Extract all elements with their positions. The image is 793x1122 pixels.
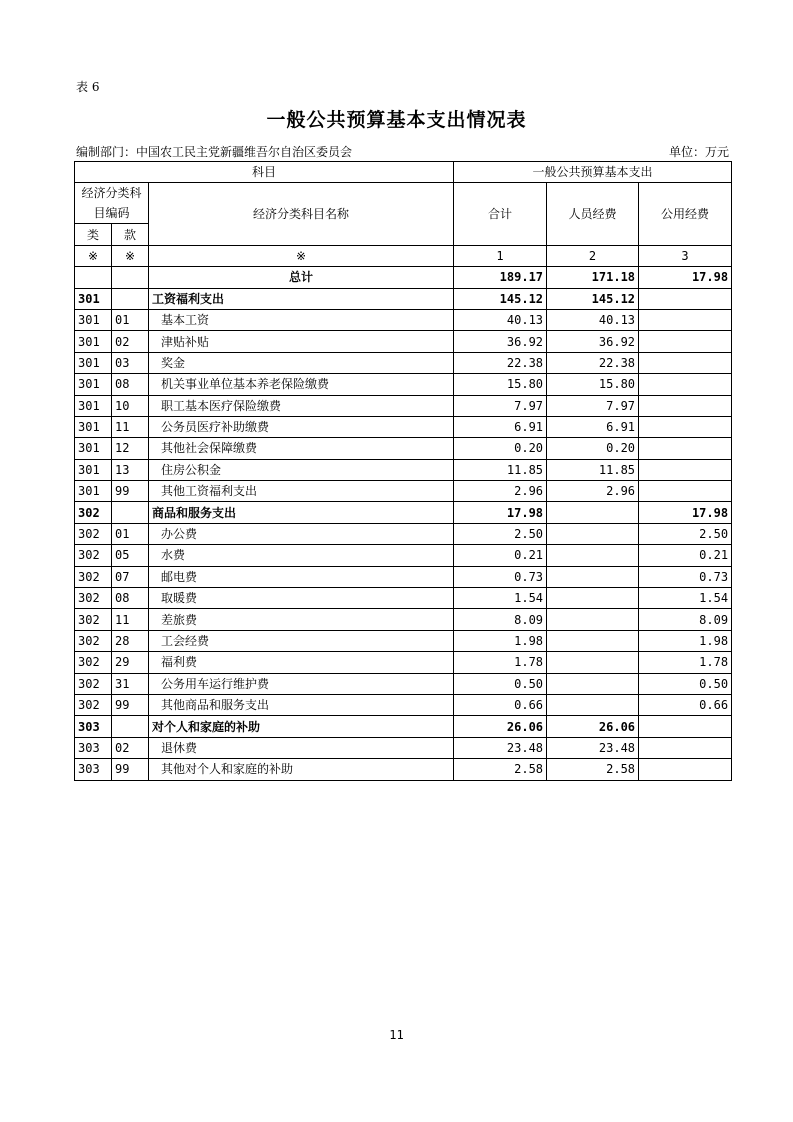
header-total: 合计 (454, 183, 547, 245)
header-kuan: 款 (112, 224, 149, 245)
row-public: 1.54 (639, 588, 732, 609)
row-kuan: 10 (112, 395, 149, 416)
row-total: 1.78 (454, 652, 547, 673)
row-name: 其他对个人和家庭的补助 (149, 759, 454, 780)
row-total: 0.50 (454, 673, 547, 694)
row-lei: 302 (75, 609, 112, 630)
row-name: 公务用车运行维护费 (149, 673, 454, 694)
row-public: 0.66 (639, 694, 732, 715)
row-total: 0.73 (454, 566, 547, 587)
total-lei (75, 267, 112, 288)
row-lei: 301 (75, 331, 112, 352)
total-row (75, 267, 732, 288)
row-name: 退休费 (149, 737, 454, 758)
row-personnel (547, 545, 639, 566)
row-public (639, 416, 732, 437)
table-row (75, 673, 732, 694)
row-lei: 301 (75, 481, 112, 502)
row-lei: 302 (75, 502, 112, 523)
row-kuan: 12 (112, 438, 149, 459)
row-public: 1.98 (639, 630, 732, 651)
table-row (75, 331, 732, 352)
row-personnel: 2.96 (547, 481, 639, 502)
row-personnel: 145.12 (547, 288, 639, 309)
row-name: 水费 (149, 545, 454, 566)
row-public (639, 288, 732, 309)
row-personnel: 6.91 (547, 416, 639, 437)
header-subject: 科目 (75, 162, 454, 183)
header-code: 经济分类科目编码 (75, 183, 149, 224)
row-name: 职工基本医疗保险缴费 (149, 395, 454, 416)
header-row-1 (75, 162, 732, 183)
row-total: 17.98 (454, 502, 547, 523)
row-name: 邮电费 (149, 566, 454, 587)
row-name: 奖金 (149, 352, 454, 373)
row-total: 7.97 (454, 395, 547, 416)
row-lei: 301 (75, 416, 112, 437)
col-index-3: 3 (639, 245, 732, 266)
table-row (75, 716, 732, 737)
mark-lei: ※ (75, 245, 112, 266)
row-personnel: 2.58 (547, 759, 639, 780)
row-kuan: 99 (112, 759, 149, 780)
row-kuan: 99 (112, 481, 149, 502)
row-public (639, 352, 732, 373)
table-row (75, 694, 732, 715)
row-name: 公务员医疗补助缴费 (149, 416, 454, 437)
table-row (75, 438, 732, 459)
row-personnel (547, 523, 639, 544)
row-name: 取暖费 (149, 588, 454, 609)
row-personnel (547, 588, 639, 609)
row-total: 8.09 (454, 609, 547, 630)
row-total: 23.48 (454, 737, 547, 758)
row-name: 办公费 (149, 523, 454, 544)
row-personnel: 36.92 (547, 331, 639, 352)
row-personnel (547, 673, 639, 694)
row-lei: 302 (75, 673, 112, 694)
row-personnel: 40.13 (547, 309, 639, 330)
row-public (639, 331, 732, 352)
row-lei: 301 (75, 438, 112, 459)
row-total: 6.91 (454, 416, 547, 437)
row-name: 工资福利支出 (149, 288, 454, 309)
row-public (639, 395, 732, 416)
row-total: 11.85 (454, 459, 547, 480)
row-total: 22.38 (454, 352, 547, 373)
row-lei: 302 (75, 566, 112, 587)
table-row (75, 588, 732, 609)
row-total: 2.58 (454, 759, 547, 780)
table-row (75, 481, 732, 502)
row-kuan (112, 288, 149, 309)
table-row (75, 737, 732, 758)
page-title: 一般公共预算基本支出情况表 (266, 109, 527, 131)
row-kuan: 01 (112, 523, 149, 544)
table-row (75, 374, 732, 395)
row-lei: 302 (75, 630, 112, 651)
row-lei: 301 (75, 352, 112, 373)
row-total: 26.06 (454, 716, 547, 737)
row-lei: 301 (75, 309, 112, 330)
row-kuan: 07 (112, 566, 149, 587)
row-public: 0.73 (639, 566, 732, 587)
row-public (639, 737, 732, 758)
table-row (75, 652, 732, 673)
row-total: 40.13 (454, 309, 547, 330)
table-row (75, 609, 732, 630)
row-name: 商品和服务支出 (149, 502, 454, 523)
row-kuan: 99 (112, 694, 149, 715)
header-name: 经济分类科目名称 (149, 183, 454, 245)
row-kuan (112, 502, 149, 523)
row-kuan: 02 (112, 737, 149, 758)
row-personnel: 22.38 (547, 352, 639, 373)
row-kuan: 01 (112, 309, 149, 330)
row-lei: 301 (75, 374, 112, 395)
table-number: 表 6 (76, 80, 100, 94)
row-lei: 302 (75, 523, 112, 544)
row-name: 其他社会保障缴费 (149, 438, 454, 459)
table-row (75, 288, 732, 309)
row-personnel (547, 652, 639, 673)
row-kuan: 13 (112, 459, 149, 480)
row-personnel: 0.20 (547, 438, 639, 459)
row-total: 2.96 (454, 481, 547, 502)
row-kuan: 11 (112, 609, 149, 630)
row-personnel (547, 609, 639, 630)
row-name: 基本工资 (149, 309, 454, 330)
col-index-1: 1 (454, 245, 547, 266)
row-total: 0.20 (454, 438, 547, 459)
row-kuan: 05 (112, 545, 149, 566)
mark-name: ※ (149, 245, 454, 266)
budget-table (74, 161, 732, 781)
header-row-4 (75, 245, 732, 266)
table-row (75, 523, 732, 544)
total-kuan (112, 267, 149, 288)
row-total: 145.12 (454, 288, 547, 309)
row-personnel (547, 694, 639, 715)
row-public: 1.78 (639, 652, 732, 673)
table-row (75, 759, 732, 780)
total-public: 17.98 (639, 267, 732, 288)
table-row (75, 502, 732, 523)
row-public (639, 438, 732, 459)
row-public: 2.50 (639, 523, 732, 544)
row-personnel (547, 566, 639, 587)
row-name: 工会经费 (149, 630, 454, 651)
row-lei: 303 (75, 737, 112, 758)
header-lei: 类 (75, 224, 112, 245)
department-label: 编制部门：中国农工民主党新疆维吾尔自治区委员会 (76, 145, 353, 159)
header-public: 公用经费 (639, 183, 732, 245)
row-total: 15.80 (454, 374, 547, 395)
row-total: 2.50 (454, 523, 547, 544)
row-lei: 302 (75, 694, 112, 715)
col-index-2: 2 (547, 245, 639, 266)
header-personnel: 人员经费 (547, 183, 639, 245)
table-row (75, 545, 732, 566)
page-number: 11 (389, 1028, 404, 1042)
row-kuan: 03 (112, 352, 149, 373)
row-kuan: 02 (112, 331, 149, 352)
row-lei: 302 (75, 652, 112, 673)
row-public (639, 759, 732, 780)
row-public (639, 459, 732, 480)
row-personnel: 7.97 (547, 395, 639, 416)
row-kuan: 11 (112, 416, 149, 437)
row-kuan: 08 (112, 374, 149, 395)
row-public: 0.50 (639, 673, 732, 694)
row-public (639, 716, 732, 737)
row-name: 津贴补贴 (149, 331, 454, 352)
row-total: 0.66 (454, 694, 547, 715)
row-name: 住房公积金 (149, 459, 454, 480)
row-personnel: 11.85 (547, 459, 639, 480)
table-row (75, 566, 732, 587)
row-personnel (547, 630, 639, 651)
row-public: 17.98 (639, 502, 732, 523)
total-label: 总计 (149, 267, 454, 288)
row-public (639, 309, 732, 330)
row-kuan (112, 716, 149, 737)
row-lei: 302 (75, 588, 112, 609)
row-lei: 302 (75, 545, 112, 566)
unit-label: 单位：万元 (668, 145, 729, 159)
row-public: 0.21 (639, 545, 732, 566)
row-kuan: 31 (112, 673, 149, 694)
row-lei: 301 (75, 459, 112, 480)
row-kuan: 28 (112, 630, 149, 651)
table-row (75, 459, 732, 480)
table-row (75, 309, 732, 330)
table-row (75, 416, 732, 437)
row-personnel (547, 502, 639, 523)
row-name: 对个人和家庭的补助 (149, 716, 454, 737)
row-total: 1.54 (454, 588, 547, 609)
row-name: 其他商品和服务支出 (149, 694, 454, 715)
row-name: 差旅费 (149, 609, 454, 630)
row-personnel: 26.06 (547, 716, 639, 737)
row-public (639, 481, 732, 502)
header-budget: 一般公共预算基本支出 (454, 162, 732, 183)
row-lei: 303 (75, 759, 112, 780)
row-public (639, 374, 732, 395)
header-row-2 (75, 183, 732, 224)
row-personnel: 23.48 (547, 737, 639, 758)
row-kuan: 08 (112, 588, 149, 609)
table-row (75, 352, 732, 373)
row-lei: 301 (75, 288, 112, 309)
row-name: 机关事业单位基本养老保险缴费 (149, 374, 454, 395)
row-lei: 301 (75, 395, 112, 416)
row-total: 1.98 (454, 630, 547, 651)
row-total: 0.21 (454, 545, 547, 566)
row-total: 36.92 (454, 331, 547, 352)
row-name: 其他工资福利支出 (149, 481, 454, 502)
row-kuan: 29 (112, 652, 149, 673)
total-personnel: 171.18 (547, 267, 639, 288)
row-name: 福利费 (149, 652, 454, 673)
total-sum: 189.17 (454, 267, 547, 288)
table-row (75, 630, 732, 651)
table-row (75, 395, 732, 416)
row-lei: 303 (75, 716, 112, 737)
row-personnel: 15.80 (547, 374, 639, 395)
mark-kuan: ※ (112, 245, 149, 266)
row-public: 8.09 (639, 609, 732, 630)
